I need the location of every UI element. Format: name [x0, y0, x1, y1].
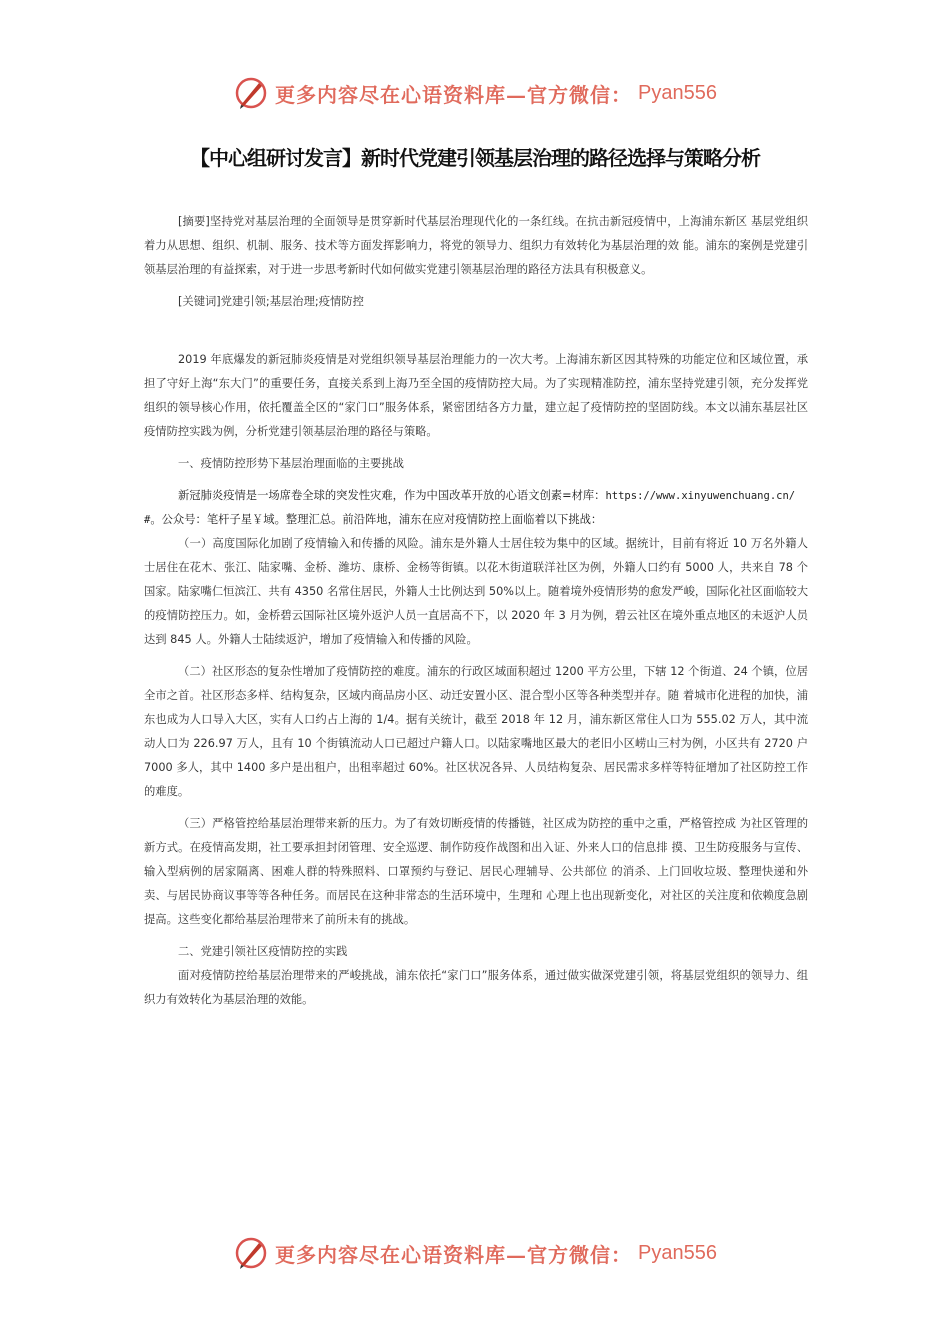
keywords-line: [关键词]党建引领;基层治理;疫情防控: [178, 295, 364, 308]
banner-text: 更多内容尽在心语资料库—官方微信：: [275, 1242, 633, 1267]
document-title: 【中心组研讨发言】新时代党建引领基层治理的路径选择与策略分析: [190, 146, 760, 170]
challenge-paragraph-1: （一）高度国际化加剧了疫情输入和传播的风险。浦东是外籍人士居住较为集中的区域。据统计，目前有将近 10 万名外籍人士居住在花木、张江、陆家嘴、金桥、潍坊、康桥、金杨等街镇。以花木街道联洋社区为例，外籍人口约有 5000 人，共来自 78 个国家。陆家嘴仁恒滨江、共有 4350 名常住居民，外籍人士比例达到 50%以上。随着境外疫情形势的愈发严峻，国际化社区面临较大的疫情防控压力。如，金桥碧云国际社区境外返沪人员一直居高不下，以 2020 年 3 月为例，碧云社区在境外重点地区的未返沪人员达到 845 人。外籍人士陆续返沪，增加了疫情输入和传播的风险。: [144, 537, 808, 646]
abstract-paragraph: [摘要]坚持党对基层治理的全面领导是贯穿新时代基层治理现代化的一条红线。在抗击新冠疫情中，上海浦东新区 基层党组织着力从思想、组织、机制、服务、技术等方面发挥影响力，将党的领导力、组织力有效转化为基层治理的效 能。浦东的案例是党建引领基层治理的有益探索，对于进一步思考新时代如何做实党建引领基层治理的路径方法具有积极意义。: [144, 215, 808, 276]
practice-paragraph: 面对疫情防控给基层治理带来的严峻挑战，浦东依托“家门口”服务体系，通过做实做深党建引领，将基层党组织的领导力、组织力有效转化为基层治理的效能。: [144, 969, 808, 1006]
quill-logo-icon: [233, 1235, 269, 1271]
quill-logo-icon: [233, 75, 269, 111]
intro-paragraph: 2019 年底爆发的新冠肺炎疫情是对党组织领导基层治理能力的一次大考。上海浦东新区因其特殊的功能定位和区域位置，承担了守好上海“东大门”的重要任务，直接关系到上海乃至全国的疫情防控大局。为了实现精准防控，浦东坚持党建引领，充分发挥党组织的领导核心作用，依托覆盖全区的“家门口”服务体系，紧密团结各方力量，建立起了疫情防控的坚固防线。本文以浦东基层社区疫情防控实践为例，分析党建引领基层治理的路径与策略。: [144, 353, 808, 438]
source-text-post: 。公众号：笔杆子星￥域。整理汇总。前沿阵地，浦东在应对疫情防控上面临着以下挑战：: [150, 513, 603, 526]
banner-text: 更多内容尽在心语资料库—官方微信：: [275, 82, 633, 107]
banner-wechat-id: Pyan556: [638, 81, 717, 104]
source-text-pre: 新冠肺炎疫情是一场席卷全球的突发性灾难，作为中国改革开放的心语文创素=材库：: [178, 489, 606, 502]
document-body: [144, 210, 808, 1012]
banner-wechat-id: Pyan556: [638, 1241, 717, 1264]
source-url-link[interactable]: https://www.xinyuwenchuang.cn/#: [144, 490, 796, 526]
footer-banner: [0, 1233, 950, 1273]
header-banner: [0, 73, 950, 113]
challenge-paragraph-2: （二）社区形态的复杂性增加了疫情防控的难度。浦东的行政区域面积超过 1200 平方公里，下辖 12 个街道、24 个镇，位居全市之首。社区形态多样、结构复杂，区域内商品房小区、动迁安置小区、混合型小区等各种类型并存。随 着城市化进程的加快，浦东也成为人口导入大区，实有人口约占上海的 1/4。据有关统计，截至 2018 年 12 月，浦东新区常住人口为 555.02 万人，其中流动人口为 226.97 万人，且有 10 个街镇流动人口已超过户籍人口。以陆家嘴地区最大的老旧小区崂山三村为例，小区共有 2720 户 7000 多人，其中 1400 多户是出租户，出租率超过 60%。社区状况各异、人员结构复杂、居民需求多样等特征增加了社区防控工作的难度。: [144, 665, 808, 798]
section-heading-1: 一、疫情防控形势下基层治理面临的主要挑战: [178, 457, 404, 470]
source-paragraph: [144, 484, 808, 532]
section-heading-2: 二、党建引领社区疫情防控的实践: [178, 945, 348, 958]
challenge-paragraph-3: （三）严格管控给基层治理带来新的压力。为了有效切断疫情的传播链，社区成为防控的重中之重，严格管控成 为社区管理的新方式。在疫情高发期，社工要承担封闭管理、安全巡逻、制作防疫作战图和出入证、外来人口的信息排 摸、卫生防疫服务与宣传、输入型病例的居家隔离、困难人群的特殊照料、口罩预约与登记、居民心理辅导、公共部位 的消杀、上门回收垃圾、整理快递和外卖、与居民协商议事等等各种任务。而居民在这种非常态的生活环境中，生理和 心理上也出现新变化，对社区的关注度和依赖度急剧提高。这些变化都给基层治理带来了前所未有的挑战。: [144, 817, 808, 926]
